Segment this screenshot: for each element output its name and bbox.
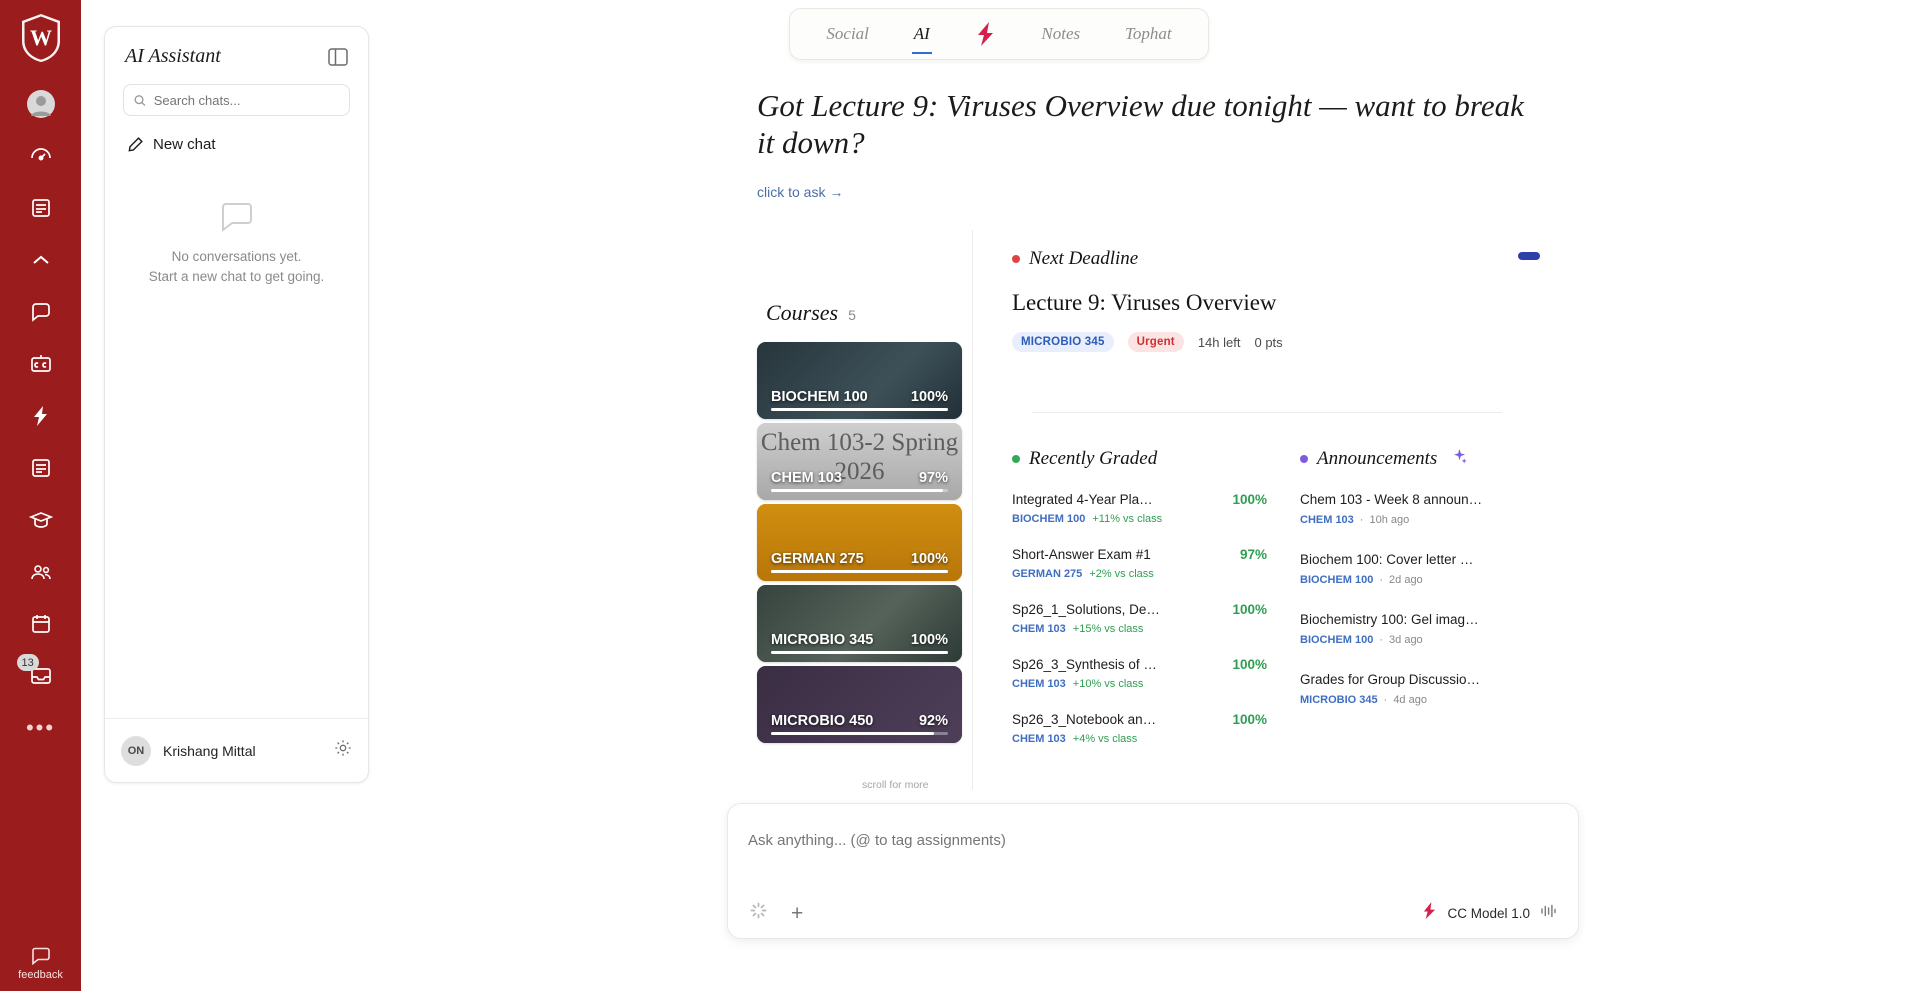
graded-title: Integrated 4-Year Pla… [1012, 492, 1153, 507]
graded-course: BIOCHEM 100 [1012, 513, 1086, 525]
tab-notes[interactable]: Notes [1041, 24, 1081, 43]
status-dot [1012, 455, 1020, 463]
tab-ai[interactable]: AI [912, 20, 932, 48]
search-icon [134, 94, 146, 107]
course-row [757, 713, 962, 729]
click-to-ask-link[interactable]: click to ask → [757, 184, 844, 200]
list-item[interactable] [1300, 492, 1560, 526]
dot-separator: · [1379, 634, 1384, 646]
notes-icon[interactable] [19, 452, 63, 484]
status-dot [1012, 255, 1020, 263]
course-list [757, 342, 962, 747]
list-item[interactable] [1300, 672, 1560, 706]
dot-separator: · [1383, 694, 1388, 706]
announcement-title: Chem 103 - Week 8 announ… [1300, 492, 1483, 507]
graded-title: Sp26_3_Notebook an… [1012, 712, 1157, 727]
chat-input[interactable] [748, 832, 1428, 849]
announcement-course: MICROBIO 345 [1300, 694, 1378, 706]
course-progress [771, 489, 948, 492]
announcement-time: 3d ago [1389, 634, 1423, 646]
feedback-icon [31, 947, 51, 965]
graded-score: 100% [1232, 492, 1267, 507]
section-title: Next Deadline [1029, 248, 1139, 269]
list-item[interactable] [757, 666, 962, 743]
inbox-icon[interactable] [19, 656, 63, 692]
dot-separator: · [1379, 574, 1384, 586]
course-percent: 97% [918, 470, 948, 486]
course-row [757, 389, 962, 405]
panel-collapse-icon[interactable] [328, 48, 348, 66]
graded-title: Sp26_1_Solutions, De… [1012, 602, 1160, 617]
profile-icon[interactable] [19, 88, 63, 120]
vertical-divider [972, 230, 973, 790]
empty-conversations-state [105, 201, 368, 288]
course-row [757, 470, 962, 486]
announcement-course: BIOCHEM 100 [1300, 634, 1374, 646]
model-name[interactable]: CC Model 1.0 [1447, 905, 1530, 921]
section-header [1300, 448, 1560, 470]
list-item[interactable] [757, 504, 962, 581]
chat-icon[interactable] [19, 296, 63, 328]
voice-input-icon[interactable] [1540, 903, 1556, 924]
course-code: CHEM 103 [771, 470, 842, 486]
courses-header [766, 300, 856, 326]
graded-course: CHEM 103 [1012, 678, 1066, 690]
courses-title: Courses [766, 300, 839, 325]
course-percent: 100% [910, 632, 948, 648]
list-item[interactable] [757, 342, 962, 419]
model-brand-icon [1422, 902, 1437, 924]
graded-score: 100% [1232, 602, 1267, 617]
course-percent: 100% [910, 551, 948, 567]
chevron-up-icon[interactable] [19, 244, 63, 276]
empty-line-1: No conversations yet. [171, 249, 302, 264]
announcements-section [1300, 448, 1560, 732]
graduation-cap-icon[interactable] [19, 504, 63, 536]
course-row [757, 551, 962, 567]
pencil-icon [127, 136, 144, 153]
horizontal-divider [1032, 412, 1502, 413]
composer-toolbar [728, 902, 1578, 924]
dashboard-icon[interactable] [19, 140, 63, 172]
status-badge: MICROBIO 345 [1012, 332, 1114, 352]
rail-icon-list [0, 88, 81, 744]
graded-delta: +4% vs class [1072, 733, 1138, 745]
dot-separator: · [1359, 514, 1364, 526]
section-title: Announcements [1317, 448, 1438, 469]
graded-score: 97% [1239, 547, 1267, 562]
canvas-logo-icon[interactable] [19, 400, 63, 432]
graded-title: Short-Answer Exam #1 [1012, 547, 1151, 562]
loading-spinner-icon [750, 902, 767, 924]
list-item[interactable] [1012, 657, 1267, 690]
gear-icon[interactable] [334, 739, 352, 762]
graded-score: 100% [1232, 657, 1267, 672]
graded-delta: +2% vs class [1089, 568, 1154, 580]
documents-icon[interactable] [19, 192, 63, 224]
brand-logo-icon[interactable] [973, 21, 999, 47]
list-item[interactable] [1012, 602, 1267, 635]
course-progress [771, 570, 948, 573]
add-attachment-button[interactable]: + [791, 901, 804, 925]
announcement-title: Grades for Group Discussio… [1300, 672, 1481, 687]
new-chat-label: New chat [153, 136, 216, 153]
course-code: BIOCHEM 100 [771, 389, 868, 405]
course-progress [771, 408, 948, 411]
next-deadline-section [1012, 248, 1522, 352]
recently-graded-section [1012, 448, 1267, 767]
tab-social[interactable]: Social [826, 24, 869, 43]
assistant-footer [105, 718, 368, 782]
course-code: MICROBIO 345 [771, 632, 874, 648]
list-item[interactable] [757, 585, 962, 662]
announcement-course: BIOCHEM 100 [1300, 574, 1374, 586]
status-badge: Urgent [1128, 332, 1184, 352]
search-chats-input[interactable] [154, 93, 339, 108]
calendar-icon[interactable] [19, 608, 63, 640]
list-item[interactable] [1012, 492, 1267, 525]
page-title: Got Lecture 9: Viruses Overview due tonight — want to break it down? [757, 88, 1524, 160]
list-item[interactable] [1012, 712, 1267, 745]
assistant-title: AI Assistant [125, 45, 221, 67]
people-icon[interactable] [19, 556, 63, 588]
graded-delta: +15% vs class [1072, 623, 1144, 635]
section-header [1012, 248, 1522, 270]
course-code: MICROBIO 450 [771, 713, 874, 729]
user-name: Krishang Mittal [163, 742, 256, 759]
course-row [757, 632, 962, 648]
points: 0 pts [1254, 334, 1283, 350]
avatar[interactable]: ON [121, 736, 151, 766]
more-options-icon[interactable] [19, 712, 63, 744]
announcement-time: 2d ago [1389, 574, 1423, 586]
new-chat-button[interactable] [127, 136, 350, 153]
course-progress [771, 651, 948, 654]
announcement-course: CHEM 103 [1300, 514, 1354, 526]
university-logo[interactable] [18, 12, 64, 64]
tab-tophat[interactable]: Tophat [1124, 24, 1172, 43]
announcement-title: Biochem 100: Cover letter … [1300, 552, 1474, 567]
course-thumbnail-text: Chem 103-2 Spring 2026 [760, 429, 959, 485]
graded-delta: +10% vs class [1072, 678, 1144, 690]
time-left: 14h left [1197, 334, 1241, 350]
graded-list [1012, 492, 1267, 745]
search-chats-wrap [105, 74, 368, 116]
list-item[interactable] [757, 423, 962, 500]
closed-caption-icon[interactable] [19, 348, 63, 380]
section-header [1012, 448, 1267, 470]
course-code: GERMAN 275 [771, 551, 864, 567]
more-dots-label: ••• [25, 715, 56, 740]
scroll-hint: scroll for more [862, 779, 929, 791]
deadline-indicator [1518, 252, 1540, 260]
graded-title: Sp26_3_Synthesis of … [1012, 657, 1157, 672]
feedback-label: feedback [18, 969, 63, 981]
graded-delta: +11% vs class [1092, 513, 1163, 525]
top-tab-bar [789, 8, 1209, 60]
courses-count: 5 [848, 307, 856, 323]
graded-score: 100% [1232, 712, 1267, 727]
empty-line-2: Start a new chat to get going. [148, 269, 325, 285]
announcement-time: 4d ago [1393, 694, 1427, 706]
course-percent: 92% [918, 713, 948, 729]
feedback-button[interactable] [0, 947, 81, 981]
svg-text:W: W [29, 25, 52, 50]
graded-course: CHEM 103 [1012, 623, 1066, 635]
left-nav-rail [0, 0, 81, 991]
status-dot [1300, 455, 1308, 463]
list-item[interactable] [1300, 612, 1560, 646]
composer [727, 803, 1579, 939]
deadline-meta-row [1012, 332, 1522, 352]
search-chats-box[interactable] [123, 84, 350, 116]
ai-assistant-panel [104, 26, 369, 783]
chat-bubble-icon [220, 201, 254, 233]
list-item[interactable] [1012, 547, 1267, 580]
list-item[interactable] [1300, 552, 1560, 586]
graded-course: CHEM 103 [1012, 733, 1066, 745]
announcements-list [1300, 492, 1560, 706]
course-percent: 100% [910, 389, 948, 405]
sparkle-icon [1452, 449, 1467, 469]
announcement-time: 10h ago [1369, 514, 1410, 526]
inbox-badge: 13 [17, 654, 39, 671]
section-title: Recently Graded [1029, 448, 1158, 469]
deadline-title[interactable]: Lecture 9: Viruses Overview [1012, 290, 1277, 315]
announcement-title: Biochemistry 100: Gel imag… [1300, 612, 1479, 627]
course-progress [771, 732, 948, 735]
graded-course: GERMAN 275 [1012, 568, 1083, 580]
assistant-header [105, 27, 368, 74]
